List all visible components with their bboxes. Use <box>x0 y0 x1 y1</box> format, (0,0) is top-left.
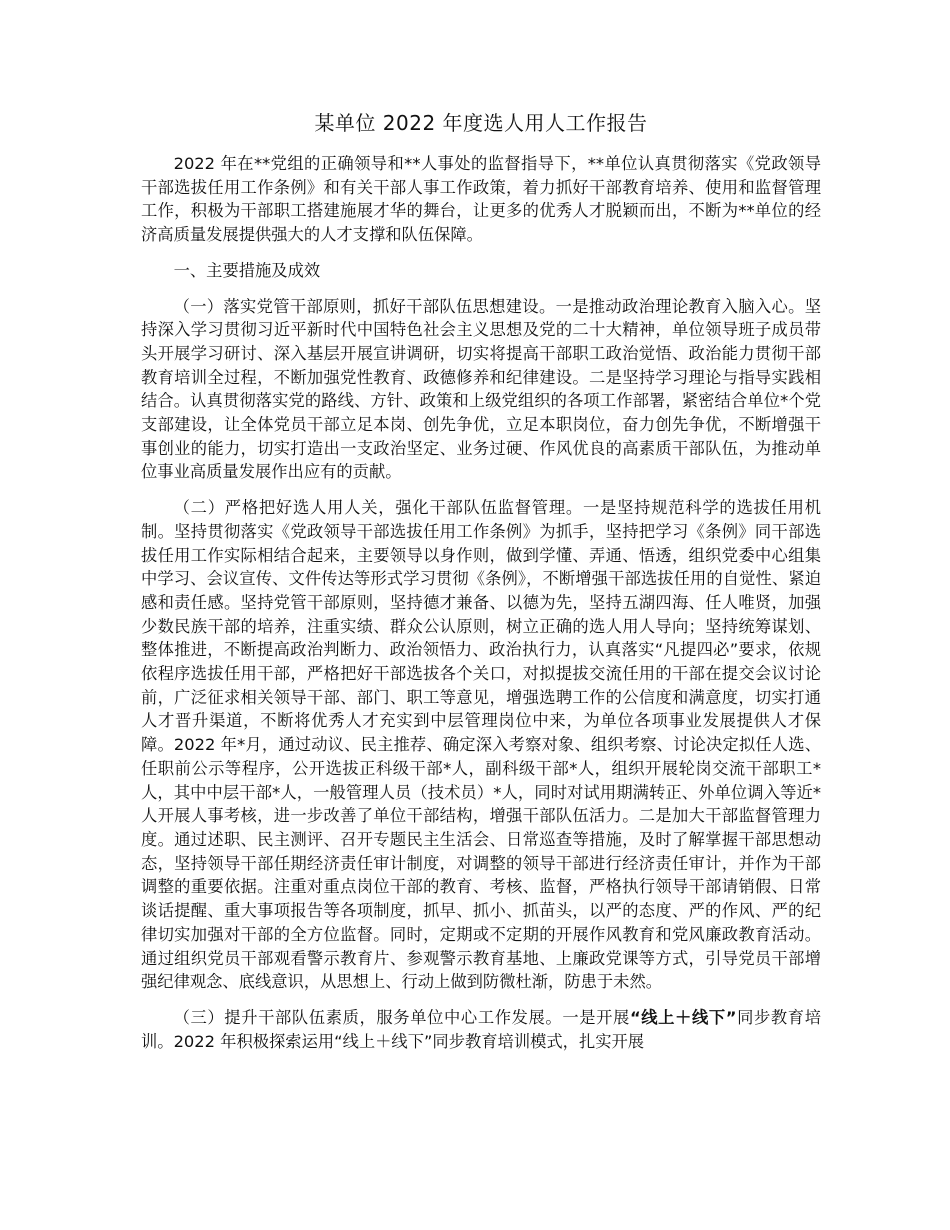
paragraph-quality-improvement <box>141 1006 821 1053</box>
paragraph-selection-supervision: （二）严格把好选人用人关，强化干部队伍监督管理。一是坚持规范科学的选拔任用机制。坚持贯彻落实《党政领导干部选拔任用工作条例》为抓手，坚持把学习《条例》同干部选拔任用工作实际相结合起来，主要领导以身作则，做到学懂、弄通、悟透，组织党委中心组集中学习、会议宣传、文件传达等形式学习贯彻《条例》，不断增强干部选拔任用的自觉性、紧迫感和责任感。坚持党管干部原则，坚持德才兼备、以德为先，坚持五湖四海、任人唯贤，加强少数民族干部的培养，注重实绩、群众公认原则，树立正确的选人用人导向；坚持统筹谋划、整体推进，不断提高政治判断力、政治领悟力、政治执行力，认真落实“凡提四必”要求，依规依程序选拔任用干部，严格把好干部选拔各个关口，对拟提拔交流任用的干部在提交会议讨论前，广泛征求相关领导干部、部门、职工等意见，增强选聘工作的公信度和满意度，切实打通人才晋升渠道，不断将优秀人才充实到中层管理岗位中来，为单位各项事业发展提供人才保障。2022 年*月，通过动议、民主推荐、确定深入考察对象、组织考察、讨论决定拟任人选、任职前公示等程序，公开选拔正科级干部*人，副科级干部*人，组织开展轮岗交流干部职工*人，其中中层干部*人，一般管理人员（技术员）*人，同时对试用期满转正、外单位调入等近*人开展人事考核，进一步改善了单位干部结构，增强干部队伍活力。二是加大干部监督管理力度。通过述职、民主测评、召开专题民主生活会、日常巡查等措施，及时了解掌握干部思想动态，坚持领导干部任期经济责任审计制度，对调整的领导干部进行经济责任审计，并作为干部调整的重要依据。注重对重点岗位干部的教育、考核、监督，严格执行领导干部请销假、日常谈话提醒、重大事项报告等各项制度，抓早、抓小、抓苗头，以严的态度、严的作风、严的纪律切实加强对干部的全方位监督。同时，定期或不定期的开展作风教育和党风廉政教育活动。通过组织党员干部观看警示教育片、参观警示教育基地、上廉政党课等方式，引导党员干部增强纪律观念、底线意识，从思想上、行动上做到防微杜渐，防患于未然。 <box>141 498 821 992</box>
section-heading-main-measures: 一、主要措施及成效 <box>173 260 321 280</box>
online-offline-emphasis: “线上＋线下” <box>629 1007 737 1027</box>
document-title: 某单位 2022 年度选人用人工作报告 <box>314 111 648 135</box>
paragraph-quality-text-post: 同步教育培训。2022 年积极探索运用“线上＋线下”同步教育培训模式，扎实开展 <box>141 1007 821 1051</box>
document-page <box>141 108 821 1065</box>
paragraph-party-management: （一）落实党管干部原则，抓好干部队伍思想建设。一是推动政治理论教育入脑入心。坚持深入学习贯彻习近平新时代中国特色社会主义思想及党的二十大精神，单位领导班子成员带头开展学习研讨、深入基层开展宣讲调研，切实将提高干部职工政治觉悟、政治能力贯彻干部教育培训全过程，不断加强党性教育、政德修养和纪律建设。二是坚持学习理论与指导实践相结合。认真贯彻落实党的路线、方针、政策和上级党组织的各项工作部署，紧密结合单位*个党支部建设，让全体党员干部立足本岗、创先争优，立足本职岗位，奋力创先争优，不断增强干事创业的能力，切实打造出一支政治坚定、业务过硬、作风优良的高素质干部队伍，为推动单位事业高质量发展作出应有的贡献。 <box>141 296 821 482</box>
paragraph-quality-text-pre: （三）提升干部队伍素质，服务单位中心工作发展。一是开展 <box>173 1007 630 1027</box>
intro-paragraph: 2022 年在**党组的正确领导和**人事处的监督指导下，**单位认真贯彻落实《党政领导干部选拔任用工作条例》和有关干部人事工作政策，着力抓好干部教育培养、使用和监督管理工作，积极为干部职工搭建施展才华的舞台，让更多的优秀人才脱颖而出，不断为**单位的经济高质量发展提供强大的人才支撑和队伍保障。 <box>141 154 821 245</box>
